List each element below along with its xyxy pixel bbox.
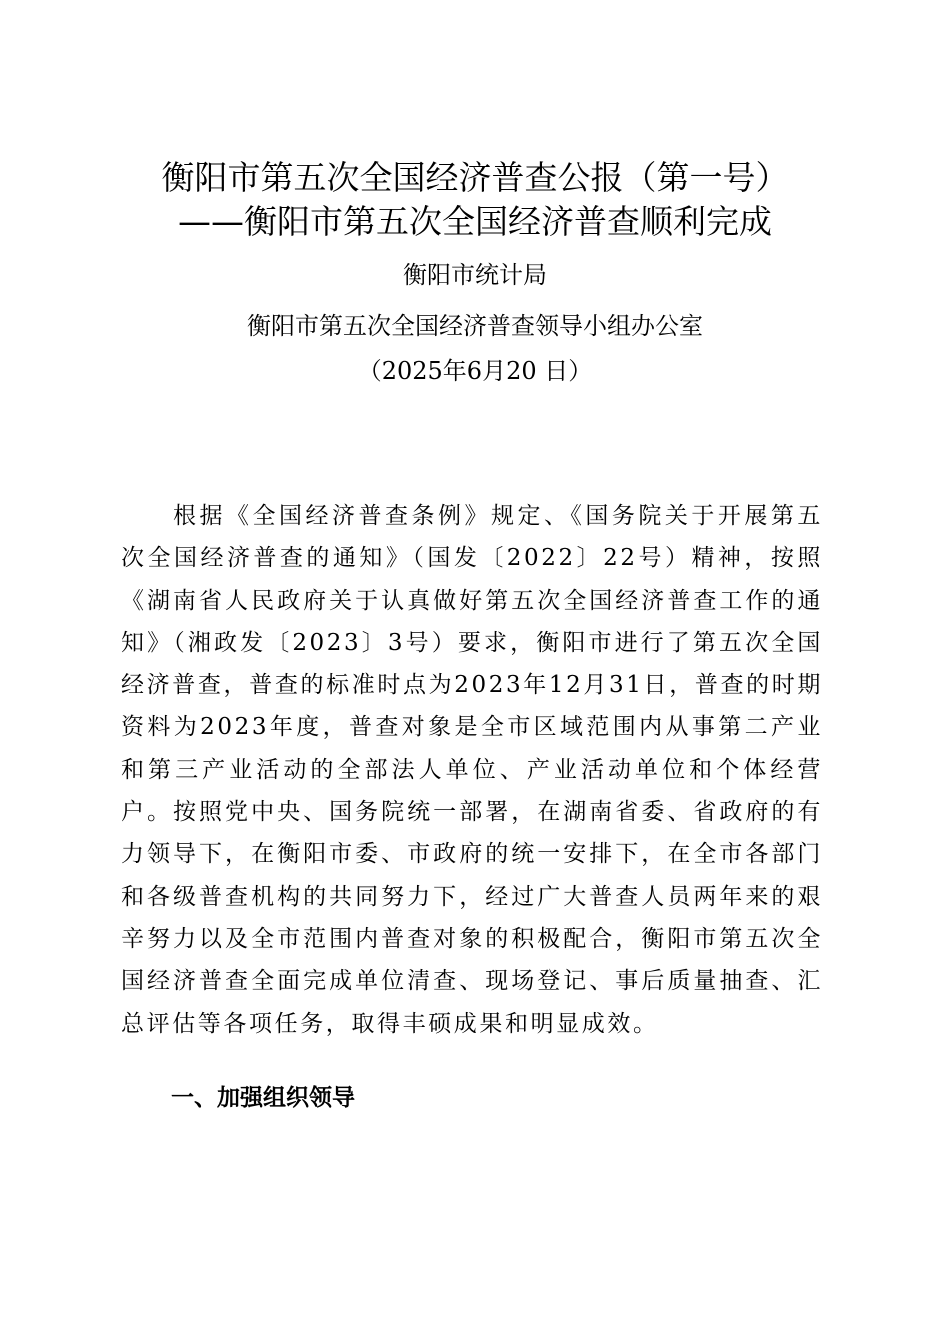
publication-date: （2025年6月20 日） — [357, 357, 593, 385]
document-title: 衡阳市第五次全国经济普查公报（第一号） — [161, 158, 789, 197]
issuer-census-office: 衡阳市第五次全国经济普查领导小组办公室 — [247, 312, 703, 340]
body-paragraph: 根据《全国经济普查条例》规定、《国务院关于开展第五次全国经济普查的通知》（国发〔2022〕22号）精神，按照《湖南省人民政府关于认真做好第五次全国经济普查工作的通知》（湘政发〔2023〕3号）要求，衡阳市进行了第五次全国经济普查，普查的标准时点为2023年12月31日，普查的时期资料为2023年度，普查对象是全市区域范围内从事第二产业和第三产业活动的全部法人单位、产业活动单位和个体经营户。按照党中央、国务院统一部署，在湖南省委、省政府的有力领导下，在衡阳市委、市政府的统一安排下，在全市各部门和各级普查机构的共同努力下，经过广大普查人员两年来的艰辛努力以及全市范围内普查对象的积极配合，衡阳市第五次全国经济普查全面完成单位清查、现场登记、事后质量抽查、汇总评估等各项任务，取得丰硕成果和明显成效。 — [121, 503, 823, 1037]
issuer-statistics-bureau: 衡阳市统计局 — [403, 261, 547, 289]
section-heading: 一、加强组织领导 — [171, 1085, 355, 1111]
document-subtitle: ——衡阳市第五次全国经济普查顺利完成 — [178, 202, 772, 241]
